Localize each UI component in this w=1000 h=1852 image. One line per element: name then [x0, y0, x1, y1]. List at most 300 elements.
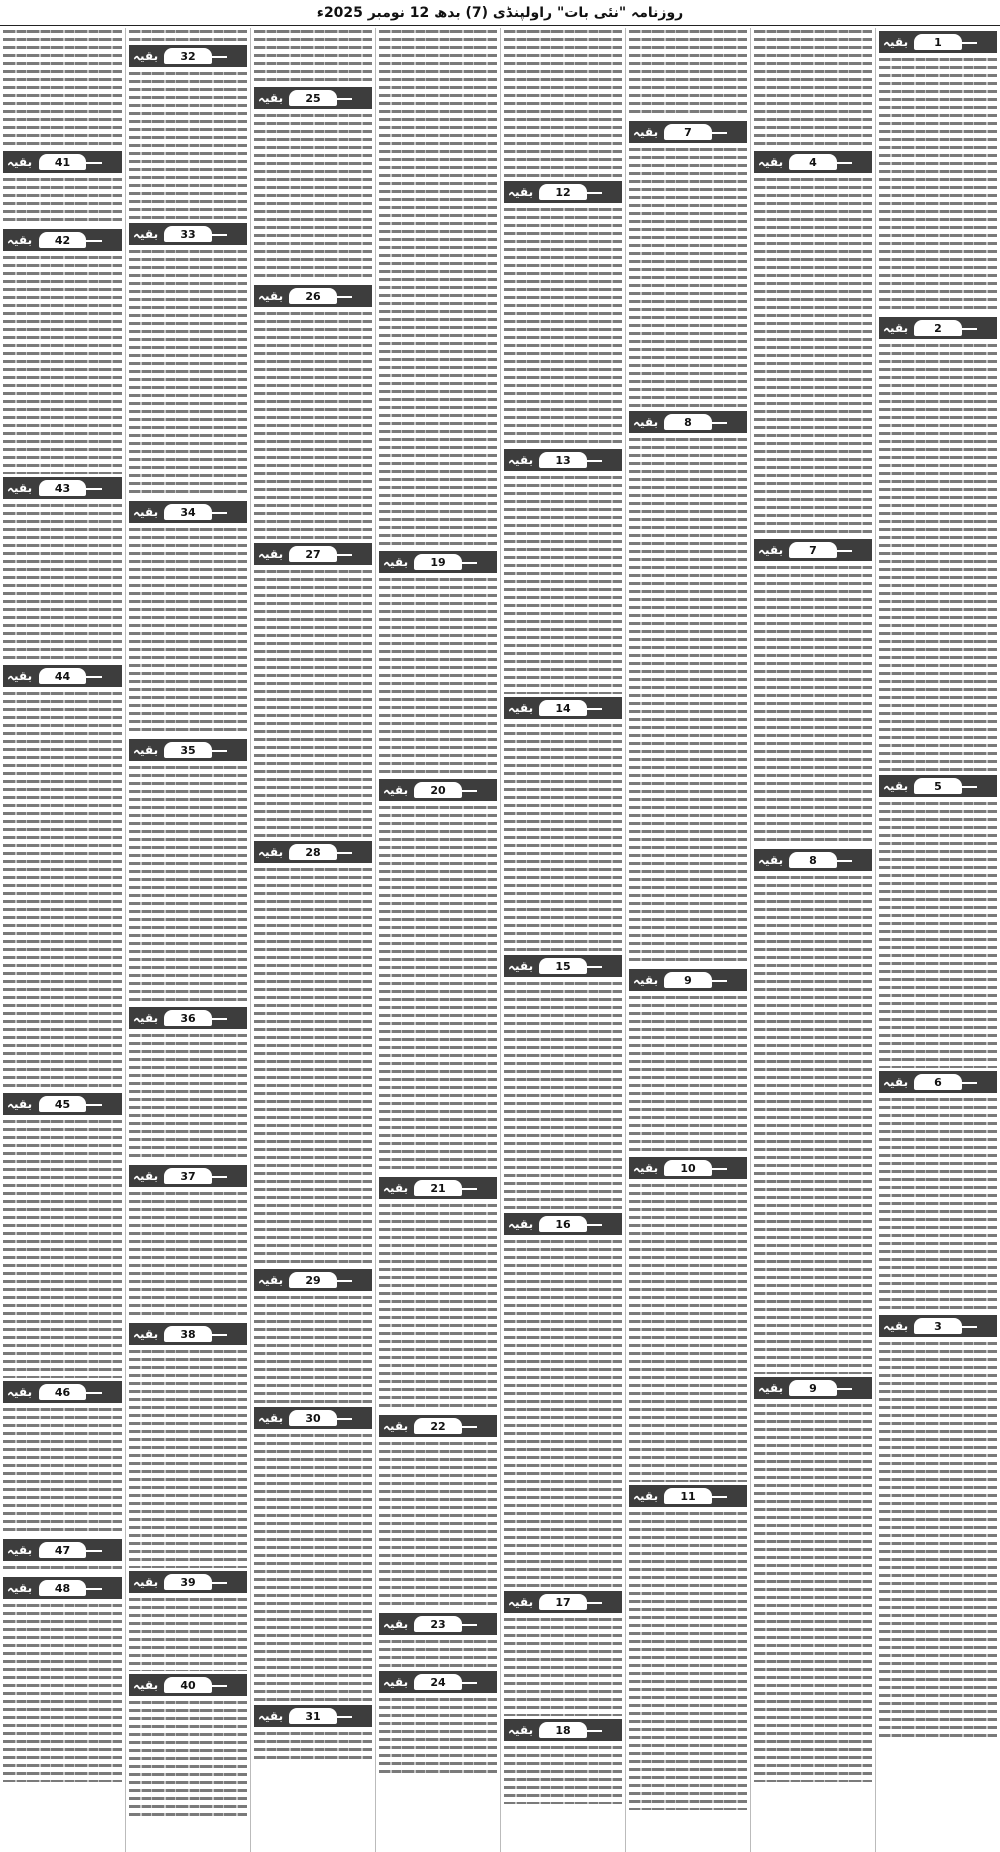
continuation-badge [129, 1571, 247, 1593]
continuation-label: بقیہ [633, 1489, 659, 1503]
continuation-number: 20 [430, 783, 446, 797]
continuation-label: بقیہ [383, 783, 409, 797]
continuation-number: 7 [684, 125, 692, 139]
continuation-badge [129, 45, 247, 67]
article-text-block [754, 28, 872, 148]
continuation-number: 47 [54, 1543, 71, 1557]
continuation-number: 8 [809, 853, 817, 867]
article-text-block [254, 28, 372, 84]
continuation-badge [129, 739, 247, 761]
continuation-badge [629, 121, 747, 143]
continuation-badge [379, 779, 497, 801]
continuation-badge [754, 849, 872, 871]
continuation-label: بقیہ [258, 1273, 284, 1287]
article-text-block [3, 690, 122, 1090]
article-text-block [129, 28, 247, 42]
continuation-label: بقیہ [633, 973, 659, 987]
article-text-block [129, 526, 247, 736]
article-text-block [379, 1202, 497, 1412]
continuation-number-box [914, 1074, 961, 1090]
continuation-badge [754, 539, 872, 561]
badge-swoosh-icon [209, 1334, 227, 1336]
article-text-block [629, 994, 747, 1154]
continuation-number-box [39, 668, 87, 684]
continuation-badge [629, 969, 747, 991]
article-text-block [254, 1294, 372, 1404]
article-text-block [254, 866, 372, 1266]
badge-swoosh-icon [334, 1418, 352, 1420]
article-text-block [3, 254, 122, 474]
continuation-label: بقیہ [508, 1723, 534, 1737]
continuation-label: بقیہ [7, 1385, 33, 1399]
badge-swoosh-icon [209, 234, 227, 236]
continuation-badge [504, 1213, 622, 1235]
continuation-label: بقیہ [508, 185, 534, 199]
continuation-number-box [289, 90, 336, 106]
continuation-badge [254, 87, 372, 109]
article-text-block [379, 1696, 497, 1776]
badge-swoosh-icon [84, 1588, 102, 1590]
continuation-badge [254, 1705, 372, 1727]
continuation-label: بقیہ [508, 1217, 534, 1231]
continuation-label: بقیہ [508, 453, 534, 467]
continuation-number: 37 [180, 1169, 196, 1183]
article-text-block [504, 474, 622, 694]
article-text-block [129, 70, 247, 220]
continuation-number: 12 [555, 185, 571, 199]
continuation-number-box [414, 782, 461, 798]
continuation-number-box [914, 34, 961, 50]
continuation-label: بقیہ [133, 1169, 159, 1183]
article-text-block [504, 1238, 622, 1588]
continuation-number-box [39, 480, 87, 496]
article-text-block [879, 56, 997, 314]
continuation-badge [379, 1177, 497, 1199]
article-text-block [629, 436, 747, 966]
continuation-badge [3, 1093, 122, 1115]
continuation-badge [879, 317, 997, 339]
continuation-badge [629, 1485, 747, 1507]
continuation-number-box [164, 1168, 211, 1184]
continuation-number-box [289, 1272, 336, 1288]
continuation-label: بقیہ [7, 1581, 33, 1595]
continuation-badge [879, 775, 997, 797]
badge-swoosh-icon [834, 550, 852, 552]
badge-swoosh-icon [84, 1104, 102, 1106]
continuation-badge [504, 1591, 622, 1613]
continuation-number-box [39, 1096, 87, 1112]
continuation-number: 27 [305, 547, 321, 561]
continuation-label: بقیہ [133, 505, 159, 519]
continuation-number-box [164, 1010, 211, 1026]
article-text-block [3, 1118, 122, 1378]
badge-swoosh-icon [334, 296, 352, 298]
newspaper-column [625, 28, 750, 1852]
article-text-block [3, 502, 122, 662]
continuation-badge [504, 697, 622, 719]
continuation-number: 42 [54, 233, 71, 247]
badge-swoosh-icon [334, 554, 352, 556]
continuation-badge [254, 1407, 372, 1429]
badge-swoosh-icon [209, 56, 227, 58]
badge-swoosh-icon [84, 240, 102, 242]
masthead-text: روزنامہ "نئی بات" راولپنڈی (7) بدھ 12 نومبر 2025ء [316, 4, 684, 21]
badge-swoosh-icon [334, 1280, 352, 1282]
continuation-number: 4 [809, 155, 817, 169]
continuation-badge [754, 151, 872, 173]
continuation-number-box [289, 1410, 336, 1426]
continuation-number: 21 [430, 1181, 446, 1195]
badge-swoosh-icon [584, 1602, 602, 1604]
continuation-label: بقیہ [383, 555, 409, 569]
article-text-block [254, 1730, 372, 1760]
article-text-block [504, 1744, 622, 1804]
continuation-label: بقیہ [633, 415, 659, 429]
article-text-block [879, 1096, 997, 1312]
continuation-number-box [164, 1326, 211, 1342]
continuation-badge [754, 1377, 872, 1399]
article-text-block [879, 342, 997, 772]
continuation-number-box [664, 414, 711, 430]
continuation-label: بقیہ [133, 49, 159, 63]
continuation-label: بقیہ [633, 1161, 659, 1175]
article-text-block [379, 804, 497, 1174]
continuation-number: 26 [305, 289, 321, 303]
continuation-label: بقیہ [383, 1181, 409, 1195]
continuation-label: بقیہ [133, 1011, 159, 1025]
continuation-number: 41 [54, 155, 71, 169]
continuation-number-box [414, 1180, 461, 1196]
continuation-badge [129, 223, 247, 245]
continuation-badge [3, 1577, 122, 1599]
continuation-number: 30 [305, 1411, 321, 1425]
continuation-number: 9 [684, 973, 692, 987]
continuation-number: 23 [430, 1617, 446, 1631]
article-text-block [3, 176, 122, 226]
newspaper-column [500, 28, 625, 1852]
continuation-number: 14 [555, 701, 571, 715]
continuation-badge [379, 1671, 497, 1693]
badge-swoosh-icon [584, 966, 602, 968]
continuation-number: 25 [305, 91, 321, 105]
article-text-block [129, 1348, 247, 1568]
article-text-block [129, 764, 247, 1004]
continuation-label: بقیہ [508, 701, 534, 715]
article-text-block [254, 112, 372, 282]
continuation-badge [254, 285, 372, 307]
continuation-number: 18 [555, 1723, 571, 1737]
continuation-badge [254, 841, 372, 863]
continuation-badge [3, 229, 122, 251]
article-text-block [629, 1182, 747, 1482]
continuation-number-box [539, 184, 586, 200]
badge-swoosh-icon [709, 422, 727, 424]
badge-swoosh-icon [84, 162, 102, 164]
article-text-block [254, 1432, 372, 1702]
continuation-number-box [664, 972, 711, 988]
badge-swoosh-icon [334, 98, 352, 100]
badge-swoosh-icon [709, 1496, 727, 1498]
continuation-label: بقیہ [633, 125, 659, 139]
badge-swoosh-icon [459, 1426, 477, 1428]
continuation-badge [3, 1539, 122, 1561]
column-grid [0, 28, 1000, 1852]
article-text-block [254, 568, 372, 838]
continuation-badge [504, 955, 622, 977]
continuation-number: 48 [54, 1581, 71, 1595]
continuation-number: 17 [555, 1595, 571, 1609]
continuation-number: 10 [680, 1161, 696, 1175]
continuation-number: 36 [180, 1011, 196, 1025]
continuation-number-box [164, 226, 211, 242]
newspaper-column [375, 28, 500, 1852]
newspaper-column [875, 28, 1000, 1852]
article-text-block [629, 28, 747, 118]
badge-swoosh-icon [209, 1176, 227, 1178]
article-text-block [754, 874, 872, 1374]
continuation-number: 24 [430, 1675, 446, 1689]
badge-swoosh-icon [459, 1188, 477, 1190]
article-text-block [379, 576, 497, 776]
continuation-number: 6 [934, 1075, 942, 1089]
badge-swoosh-icon [84, 488, 102, 490]
continuation-label: بقیہ [133, 1575, 159, 1589]
continuation-label: بقیہ [883, 35, 909, 49]
continuation-label: بقیہ [258, 1709, 284, 1723]
continuation-badge [129, 501, 247, 523]
continuation-number-box [289, 288, 336, 304]
continuation-number-box [539, 1722, 586, 1738]
badge-swoosh-icon [709, 980, 727, 982]
continuation-number-box [664, 1488, 711, 1504]
article-text-block [504, 980, 622, 1210]
badge-swoosh-icon [584, 708, 602, 710]
article-text-block [504, 28, 622, 178]
continuation-number: 1 [934, 35, 942, 49]
badge-swoosh-icon [959, 42, 977, 44]
continuation-label: بقیہ [758, 155, 784, 169]
continuation-badge [129, 1674, 247, 1696]
badge-swoosh-icon [84, 1392, 102, 1394]
continuation-number-box [164, 1677, 211, 1693]
continuation-number: 16 [555, 1217, 571, 1231]
continuation-number: 7 [809, 543, 817, 557]
continuation-label: بقیہ [258, 289, 284, 303]
badge-swoosh-icon [209, 512, 227, 514]
continuation-number-box [164, 1574, 211, 1590]
continuation-number: 8 [684, 415, 692, 429]
article-text-block [254, 310, 372, 540]
continuation-badge [3, 477, 122, 499]
continuation-badge [504, 449, 622, 471]
badge-swoosh-icon [459, 562, 477, 564]
continuation-label: بقیہ [258, 845, 284, 859]
continuation-number-box [789, 542, 836, 558]
continuation-number: 38 [180, 1327, 196, 1341]
continuation-badge [129, 1007, 247, 1029]
continuation-number: 40 [180, 1678, 196, 1692]
newspaper-column [0, 28, 125, 1852]
continuation-label: بقیہ [7, 481, 33, 495]
continuation-number: 39 [180, 1575, 196, 1589]
continuation-badge [3, 1381, 122, 1403]
badge-swoosh-icon [959, 1326, 977, 1328]
continuation-number-box [539, 958, 586, 974]
continuation-badge [254, 1269, 372, 1291]
badge-swoosh-icon [84, 1550, 102, 1552]
continuation-number-box [164, 742, 211, 758]
continuation-number-box [414, 1418, 461, 1434]
badge-swoosh-icon [834, 1388, 852, 1390]
continuation-number: 44 [54, 669, 71, 683]
article-text-block [3, 1406, 122, 1536]
article-text-block [879, 800, 997, 1068]
continuation-number: 19 [430, 555, 446, 569]
continuation-badge [3, 665, 122, 687]
badge-swoosh-icon [834, 860, 852, 862]
continuation-label: بقیہ [383, 1419, 409, 1433]
continuation-badge [879, 1315, 997, 1337]
continuation-number: 13 [555, 453, 571, 467]
badge-swoosh-icon [709, 132, 727, 134]
continuation-number-box [539, 1594, 586, 1610]
continuation-number: 15 [555, 959, 571, 973]
badge-swoosh-icon [459, 1624, 477, 1626]
continuation-badge [379, 1613, 497, 1635]
continuation-number-box [414, 554, 461, 570]
article-text-block [129, 1190, 247, 1320]
badge-swoosh-icon [334, 1716, 352, 1718]
continuation-number-box [289, 844, 336, 860]
continuation-badge [129, 1165, 247, 1187]
continuation-label: بقیہ [883, 1319, 909, 1333]
article-text-block [379, 28, 497, 548]
continuation-label: بقیہ [383, 1675, 409, 1689]
continuation-label: بقیہ [883, 321, 909, 335]
continuation-number-box [789, 852, 836, 868]
continuation-label: بقیہ [7, 233, 33, 247]
continuation-number-box [914, 320, 961, 336]
continuation-label: بقیہ [7, 669, 33, 683]
badge-swoosh-icon [959, 1082, 977, 1084]
badge-swoosh-icon [584, 192, 602, 194]
continuation-number: 22 [430, 1419, 446, 1433]
article-text-block [129, 1699, 247, 1819]
continuation-number-box [414, 1674, 461, 1690]
article-text-block [879, 1340, 997, 1740]
continuation-badge [3, 151, 122, 173]
continuation-number-box [539, 452, 586, 468]
continuation-badge [629, 1157, 747, 1179]
continuation-label: بقیہ [383, 1617, 409, 1631]
continuation-number: 45 [54, 1097, 71, 1111]
badge-swoosh-icon [959, 328, 977, 330]
continuation-number-box [39, 1580, 87, 1596]
continuation-number-box [39, 154, 87, 170]
badge-swoosh-icon [584, 1730, 602, 1732]
continuation-badge [504, 1719, 622, 1741]
continuation-number: 2 [934, 321, 942, 335]
continuation-number-box [289, 546, 336, 562]
badge-swoosh-icon [834, 162, 852, 164]
newspaper-column [125, 28, 250, 1852]
continuation-label: بقیہ [133, 1678, 159, 1692]
article-text-block [754, 564, 872, 846]
article-text-block [379, 1638, 497, 1668]
continuation-badge [129, 1323, 247, 1345]
continuation-label: بقیہ [508, 1595, 534, 1609]
article-text-block [504, 1616, 622, 1716]
continuation-label: بقیہ [7, 1543, 33, 1557]
continuation-badge [379, 1415, 497, 1437]
continuation-label: بقیہ [758, 1381, 784, 1395]
article-text-block [129, 1596, 247, 1671]
continuation-number-box [539, 700, 586, 716]
newspaper-column [250, 28, 375, 1852]
badge-swoosh-icon [209, 1685, 227, 1687]
continuation-label: بقیہ [133, 1327, 159, 1341]
continuation-label: بقیہ [883, 779, 909, 793]
article-text-block [129, 1032, 247, 1162]
continuation-number: 46 [54, 1385, 71, 1399]
continuation-number: 28 [305, 845, 321, 859]
continuation-label: بقیہ [133, 743, 159, 757]
newspaper-column [750, 28, 875, 1852]
badge-swoosh-icon [84, 676, 102, 678]
continuation-number: 3 [934, 1319, 942, 1333]
continuation-label: بقیہ [258, 1411, 284, 1425]
continuation-number-box [914, 1318, 961, 1334]
article-text-block [3, 28, 122, 148]
continuation-number-box [789, 154, 836, 170]
continuation-number: 31 [305, 1709, 321, 1723]
continuation-number: 11 [680, 1489, 696, 1503]
continuation-number: 43 [54, 481, 71, 495]
continuation-number: 5 [934, 779, 942, 793]
badge-swoosh-icon [209, 750, 227, 752]
continuation-number-box [39, 1542, 87, 1558]
continuation-number-box [539, 1216, 586, 1232]
continuation-number-box [289, 1708, 336, 1724]
article-text-block [504, 206, 622, 446]
continuation-label: بقیہ [758, 543, 784, 557]
continuation-label: بقیہ [883, 1075, 909, 1089]
badge-swoosh-icon [209, 1582, 227, 1584]
continuation-label: بقیہ [258, 91, 284, 105]
continuation-number-box [664, 1160, 711, 1176]
continuation-badge [879, 31, 997, 53]
article-text-block [3, 1602, 122, 1782]
badge-swoosh-icon [584, 1224, 602, 1226]
badge-swoosh-icon [459, 790, 477, 792]
continuation-badge [254, 543, 372, 565]
continuation-number: 35 [180, 743, 196, 757]
continuation-label: بقیہ [758, 853, 784, 867]
badge-swoosh-icon [209, 1018, 227, 1020]
continuation-label: بقیہ [133, 227, 159, 241]
continuation-number-box [664, 124, 711, 140]
continuation-number: 29 [305, 1273, 321, 1287]
badge-swoosh-icon [709, 1168, 727, 1170]
article-text-block [629, 146, 747, 408]
masthead-bar [0, 0, 1000, 26]
article-text-block [504, 722, 622, 952]
continuation-number-box [914, 778, 961, 794]
continuation-badge [629, 411, 747, 433]
article-text-block [629, 1510, 747, 1810]
continuation-number: 32 [180, 49, 196, 63]
badge-swoosh-icon [459, 1682, 477, 1684]
